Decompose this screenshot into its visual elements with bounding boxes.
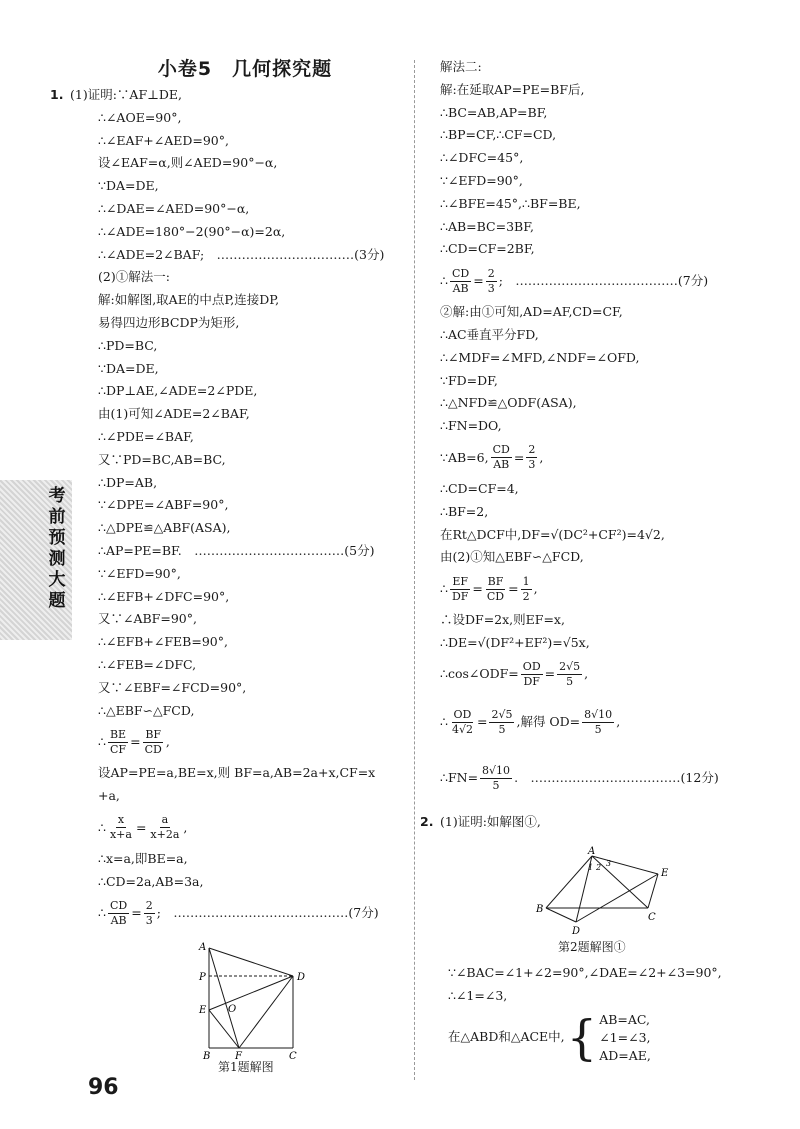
equals: =	[135, 819, 147, 835]
equals: =	[131, 905, 142, 921]
fraction-line	[440, 655, 760, 695]
label-C: C	[648, 912, 656, 923]
fraction	[108, 728, 128, 757]
figure-1-caption: 第1题解图	[218, 1060, 274, 1074]
solution-line: ∴∠AOE=90°,	[98, 109, 182, 125]
solution-line: ∴BC=AB,AP=BF,	[440, 104, 548, 120]
numerator: CD	[109, 899, 128, 912]
fraction	[486, 267, 497, 296]
solution-line: ∴∠ADE=2∠BAF; ……………………………(3分)	[98, 246, 385, 262]
solution-line: ∴BP=CF,∴CF=CD,	[440, 127, 557, 143]
solution-line: 又∵∠ABF=90°,	[98, 611, 197, 627]
fraction	[521, 575, 532, 604]
suffix: ,	[165, 733, 170, 749]
fraction-line	[440, 751, 760, 807]
prefix: ∴cos∠ODF=	[440, 666, 519, 682]
side-tab	[0, 480, 72, 640]
solution-line: ∴∠DAE=∠AED=90°−α,	[98, 200, 250, 216]
fraction-line	[440, 569, 760, 609]
denominator: 5	[566, 675, 574, 689]
suffix: . ………………………………(12分)	[514, 770, 719, 786]
figure-1-diagram	[195, 940, 315, 1060]
solution-line: ∴∠EFB+∠DFC=90°,	[98, 588, 230, 604]
solution-line: 在Rt△DCF中,DF=√(DC²+CF²)=4√2,	[440, 526, 665, 542]
fraction	[144, 899, 155, 928]
fraction	[521, 660, 543, 689]
denominator: x+a	[109, 828, 132, 842]
fraction	[143, 728, 164, 757]
condition: AB=AC,	[599, 1011, 651, 1027]
fraction	[489, 708, 514, 737]
numerator: x	[117, 813, 125, 827]
denominator: DF	[451, 589, 469, 603]
q2-head: (1)证明:如解图①,	[440, 813, 541, 829]
solution-line: ∴AB=BC=3BF,	[440, 218, 534, 234]
right-column-tail	[448, 962, 768, 1068]
column-divider	[414, 60, 415, 1080]
label-3: 3	[606, 859, 612, 868]
numerator: OD	[453, 708, 472, 722]
label-F: F	[235, 1051, 242, 1060]
solution-line: (2)①解法一:	[98, 269, 170, 285]
fraction	[480, 764, 512, 793]
solution-line: ∵FD=DF,	[440, 372, 498, 388]
equals: =	[508, 580, 519, 596]
prefix: ∴	[98, 819, 106, 835]
suffix: ; …………………………………(7分)	[498, 272, 709, 288]
solution-line: ∵∠EFD=90°,	[98, 565, 181, 581]
prefix: ∴	[440, 580, 448, 596]
side-tab-label: 考前预测大题	[48, 486, 66, 611]
denominator: AB	[110, 914, 127, 927]
equals: =	[473, 272, 484, 288]
numerator: CD	[451, 266, 470, 280]
prefix: 在△ABD和△ACE中,	[448, 1029, 565, 1045]
condition: AD=AE,	[599, 1047, 651, 1063]
solution-line: 易得四边形BCDP为矩形,	[98, 314, 240, 330]
solution-line: ∴∠ADE=180°−2(90°−α)=2α,	[98, 223, 286, 239]
solution-line: ∴∠FEB=∠DFC,	[98, 656, 197, 672]
brace-system	[565, 1011, 651, 1065]
label-P: P	[199, 972, 206, 983]
solution-line: ∴△DPE≌△ABF(ASA),	[98, 520, 231, 536]
figure-1	[195, 940, 315, 1064]
solution-line: ∴x=a,即BE=a,	[98, 850, 188, 866]
numerator: 8√10	[482, 764, 511, 778]
numerator: 2√5	[559, 660, 581, 674]
prefix: ∴	[440, 272, 448, 288]
solution-line: 解:如解图,取AE的中点P,连接DP,	[98, 292, 280, 308]
numerator: 2	[145, 899, 153, 912]
solution-line: ∴设DF=2x,则EF=x,	[440, 612, 565, 628]
solution-line: ∴∠MDF=∠MFD,∠NDF=∠OFD,	[440, 349, 640, 365]
fraction	[491, 443, 512, 472]
fraction-line	[440, 695, 760, 751]
equals: =	[476, 714, 488, 730]
solution-line: ∴AC垂直平分FD,	[440, 326, 539, 342]
equals: =	[130, 733, 141, 749]
denominator: AB	[452, 281, 469, 295]
numerator: BF	[145, 727, 162, 741]
q1-head: (1)证明:∵AF⊥DE,	[70, 87, 182, 102]
label-2: 2	[596, 863, 602, 872]
fraction	[582, 708, 614, 737]
suffix: ,	[616, 714, 621, 730]
solution-line: ∵∠DPE=∠ABF=90°,	[98, 497, 229, 513]
label-A: A	[588, 846, 596, 857]
suffix: ,	[584, 666, 589, 682]
solution-line: ②解:由①可知,AD=AF,CD=CF,	[440, 304, 623, 320]
denominator: AB	[493, 458, 510, 472]
fraction-line	[70, 894, 405, 934]
denominator: DF	[523, 675, 540, 689]
fraction	[450, 267, 471, 296]
numerator: 8√10	[584, 708, 613, 722]
solution-line: ∵DA=DE,	[98, 360, 159, 376]
solution-line: 解法二:	[440, 59, 482, 74]
equals: =	[544, 666, 556, 682]
q2-number: 2.	[420, 813, 434, 829]
q1-number: 1.	[50, 87, 64, 102]
prefix: ∴FN=	[440, 770, 479, 786]
numerator: BE	[109, 727, 127, 741]
label-E: E	[199, 1005, 207, 1016]
denominator: 5	[492, 779, 500, 793]
solution-line: ∴FN=DO,	[440, 418, 502, 434]
infix: ,解得 OD=	[516, 714, 581, 730]
q1-head-line	[50, 84, 405, 107]
label-O: O	[228, 1004, 237, 1015]
solution-line: 设∠EAF=α,则∠AED=90°−α,	[98, 155, 278, 171]
solution-line: ∵∠EFD=90°,	[440, 172, 523, 188]
fraction	[557, 660, 582, 689]
left-brace: {	[566, 1009, 598, 1066]
numerator: CD	[492, 443, 510, 457]
fraction	[108, 899, 129, 928]
solution-line: ∴∠1=∠3,	[448, 987, 508, 1003]
solution-line: ∵DA=DE,	[98, 178, 159, 194]
denominator: 3	[145, 914, 153, 927]
label-E: E	[661, 868, 669, 879]
numerator: 1	[522, 574, 530, 588]
page-title: 小卷5 几何探究题	[157, 58, 333, 80]
fraction	[485, 575, 506, 604]
solution-line: ∴DP⊥AE,∠ADE=2∠PDE,	[98, 383, 258, 399]
solution-line: ∴∠EAF+∠AED=90°,	[98, 132, 229, 148]
denominator: CD	[144, 742, 162, 756]
label-A: A	[199, 942, 207, 953]
condition: ∠1=∠3,	[599, 1029, 651, 1045]
numerator: 2	[487, 266, 495, 280]
denominator: 2	[522, 589, 530, 603]
solution-line: ∴△NFD≌△ODF(ASA),	[440, 395, 577, 411]
label-D: D	[572, 926, 581, 936]
q2-head-line	[420, 811, 760, 834]
right-column	[420, 56, 760, 834]
solution-line: ∴CD=CF=4,	[440, 480, 519, 496]
solution-line: ∴∠DFC=45°,	[440, 150, 524, 166]
label-D: D	[297, 972, 306, 983]
fraction	[108, 813, 134, 842]
suffix: ,	[183, 819, 188, 835]
page-number: 96	[88, 1075, 119, 1100]
denominator: 5	[498, 723, 506, 737]
figure-2-caption: 第2题解图①	[558, 940, 626, 954]
suffix: ; ……………………………………(7分)	[156, 905, 379, 921]
suffix: ,	[533, 580, 538, 596]
solution-line: 又∵PD=BC,AB=BC,	[98, 451, 226, 467]
system-line	[448, 1008, 768, 1068]
solution-line: ∴∠PDE=∠BAF,	[98, 428, 194, 444]
suffix: ,	[539, 449, 544, 465]
numerator: EF	[452, 574, 469, 588]
fraction	[526, 443, 537, 472]
solution-line: ∴CD=2a,AB=3a,	[98, 873, 204, 889]
equals: =	[472, 580, 483, 596]
prefix: ∴	[98, 733, 106, 749]
solution-line: +a,	[98, 788, 120, 804]
denominator: 4√2	[451, 723, 473, 737]
numerator: a	[161, 813, 169, 827]
denominator: 3	[528, 458, 536, 472]
fraction-line	[70, 808, 405, 848]
denominator: CF	[109, 742, 127, 756]
numerator: 2√5	[491, 708, 513, 722]
fraction	[450, 575, 470, 604]
numerator: BF	[487, 574, 504, 588]
brace-lines	[599, 1011, 651, 1065]
solution-line: 由(2)①知△EBF∽△FCD,	[440, 549, 584, 565]
label-C: C	[289, 1051, 297, 1060]
figure-2-diagram	[530, 846, 680, 936]
denominator: x+2a	[150, 828, 180, 842]
fraction	[148, 813, 181, 842]
denominator: 5	[594, 723, 602, 737]
fraction-line	[440, 438, 760, 478]
solution-line: ∴DE=√(DF²+EF²)=√5x,	[440, 634, 590, 650]
fraction-line	[70, 722, 405, 762]
numerator: 2	[528, 443, 536, 457]
prefix: ∴	[440, 714, 448, 730]
figure-2	[530, 846, 680, 940]
solution-line: ∴∠BFE=45°,∴BF=BE,	[440, 195, 581, 211]
fraction-line	[440, 261, 760, 301]
denominator: CD	[486, 589, 505, 603]
solution-line: 又∵∠EBF=∠FCD=90°,	[98, 679, 247, 695]
prefix: ∵AB=6,	[440, 449, 489, 465]
solution-line: ∴∠EFB+∠FEB=90°,	[98, 634, 228, 650]
solution-line: 解:在延取AP=PE=BF后,	[440, 81, 585, 97]
solution-line: 由(1)可知∠ADE=2∠BAF,	[98, 406, 250, 422]
solution-line: ∴AP=PE=BF. ………………………………(5分)	[98, 542, 375, 558]
solution-line: 设AP=PE=a,BE=x,则 BF=a,AB=2a+x,CF=x	[98, 765, 376, 781]
solution-line: ∴△EBF∽△FCD,	[98, 702, 195, 718]
denominator: 3	[487, 281, 495, 295]
label-B: B	[203, 1051, 211, 1060]
solution-line: ∴PD=BC,	[98, 337, 158, 353]
solution-line: ∴BF=2,	[440, 503, 489, 519]
label-1: 1	[588, 863, 594, 872]
solution-line: ∴CD=CF=2BF,	[440, 241, 535, 257]
label-B: B	[536, 904, 544, 915]
numerator: OD	[522, 660, 541, 674]
solution-line: ∵∠BAC=∠1+∠2=90°,∠DAE=∠2+∠3=90°,	[448, 965, 722, 980]
solution-line: ∴DP=AB,	[98, 474, 158, 490]
fraction	[450, 708, 475, 737]
equals: =	[513, 449, 525, 465]
prefix: ∴	[98, 905, 106, 921]
